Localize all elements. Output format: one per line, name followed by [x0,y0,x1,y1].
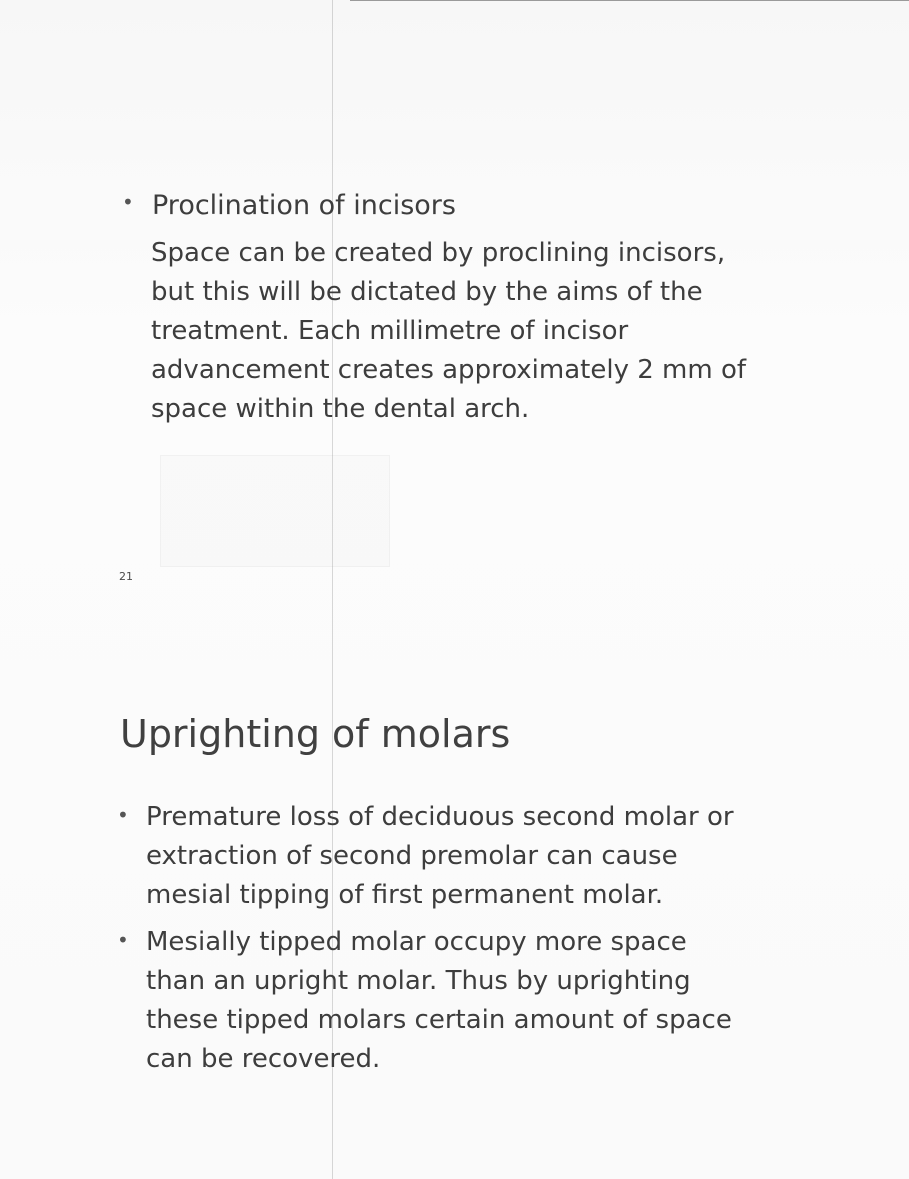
top-rule [350,0,909,1]
bullet-dot: • [117,928,129,952]
paragraph-line: but this will be dictated by the aims of the [151,277,703,307]
bullet-mesially-tipped [146,923,732,1079]
bullet-premature-loss [146,798,734,915]
bullet-line: Premature loss of deciduous second molar or [146,802,734,832]
paragraph-line: space within the dental arch. [151,394,530,424]
paragraph-line: advancement creates approximately 2 mm of [151,355,747,385]
slide-heading: Uprighting of molars [120,712,511,756]
bullet-line: mesial tipping of first permanent molar. [146,880,664,910]
bullet-line: Mesially tipped molar occupy more space [146,927,687,957]
paragraph-line: treatment. Each millimetre of incisor [151,316,629,346]
paragraph-line: Space can be created by proclining incisors, [151,238,726,268]
bullet-dot: • [117,803,129,827]
bullet-line: extraction of second premolar can cause [146,841,678,871]
bullet-line: than an upright molar. Thus by uprighting [146,966,691,996]
bullet-dot: • [122,190,134,214]
proclination-paragraph [151,234,746,429]
bullet-line: these tipped molars certain amount of space [146,1005,732,1035]
bleed-through-box [160,455,390,567]
page-number: 21 [119,570,133,583]
bullet-proclination: Proclination of incisors [152,190,456,221]
bullet-line: can be recovered. [146,1044,381,1074]
